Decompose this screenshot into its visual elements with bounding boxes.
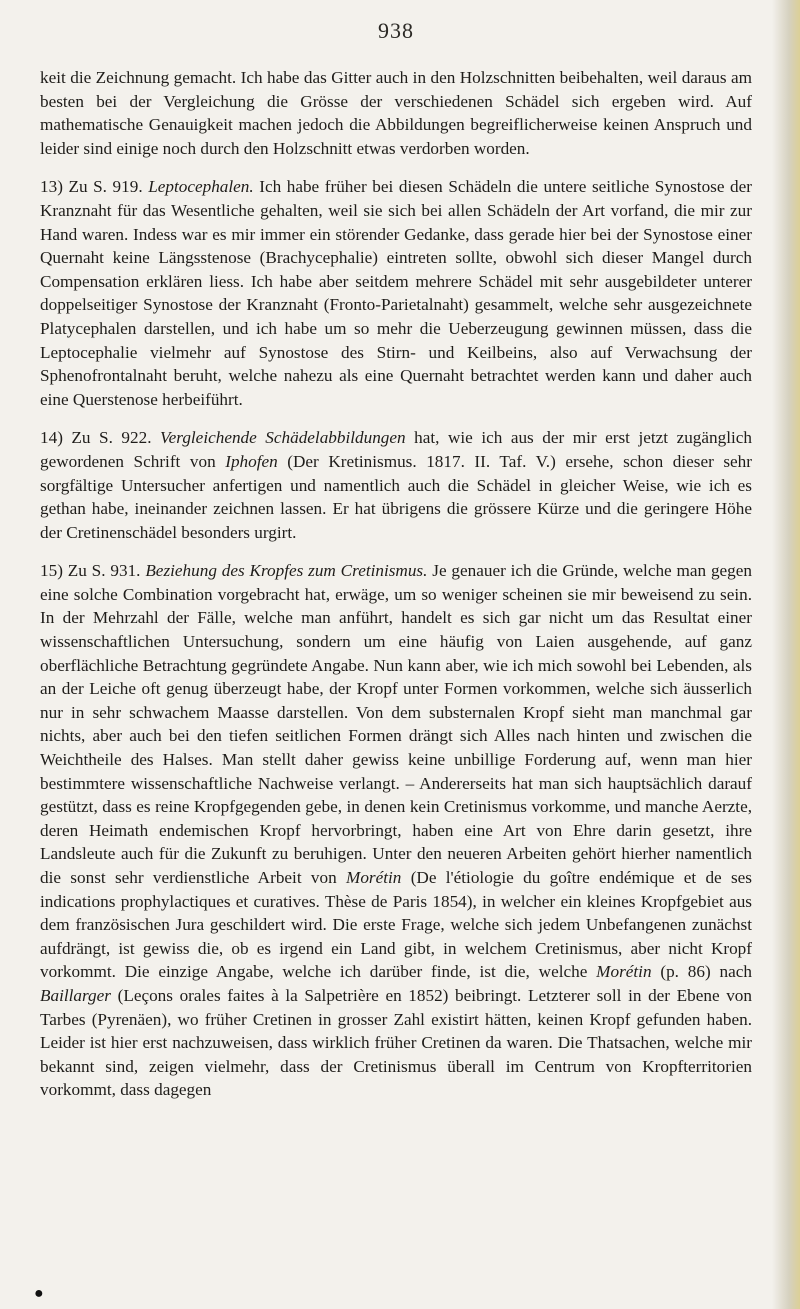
text-body — [40, 66, 752, 1102]
page-number: 938 — [378, 18, 414, 43]
page-edge-shadow — [772, 0, 800, 1309]
text-run: (p. 86) nach — [651, 962, 752, 982]
italic-text: Baillarger — [40, 985, 111, 1005]
text-run: (Leçons orales faites à la Salpetrière en 1852) beibringt. Letzterer soll in der Ebene von Tarbes (Pyrenäen), wo früher Cretinen in grosser Zahl existirt hätten, keinen Kropf gefunden haben. Leider ist hier erst nachzuweisen, dass wirklich früher Cretinen da waren. Die Thatsachen, welche mir bekannt sind, zeigen vielmehr, dass der Cretinismus überall im Centrum von Kropfterritorien vorkommt, dass dagegen — [40, 985, 752, 1100]
paragraph — [40, 559, 752, 1102]
text-run: Je genauer ich die Gründe, welche man gegen eine solche Combination vorgebracht hat, erwäge, um so weniger scheinen sie mir beweisend zu sein. In der Mehrzahl der Fälle, welche man anführt, handelt es sich gar nicht um das Resultat einer wissenschaftlichen Untersuchung, sondern um eine häufig von Laien ausgehende, auf ganz oberflächliche Betrachtung gegründete Angabe. Nun kann aber, wie ich mich sowohl bei Lebenden, als an der Leiche oft genug überzeugt habe, der Kropf unter Formen vorkommen, welche sich äusserlich nur in sehr schwachem Maasse darstellen. Von dem substernalen Kropf sieht man manchmal gar nichts, aber auch bei den tiefen seitlichen Formen drängt sich Alles nach hinten und zwischen die Weichtheile des Halses. Man stellt daher gewiss keine unbillige Forderung auf, wenn man hier bestimmtere wissenschaftliche Nachweise verlangt. – Andererseits hat man sich hauptsächlich darauf gestützt, dass es reine Kropfgegenden gebe, in denen kein Cretinismus vorkomme, und manche Aerzte, deren Heimath endemischen Kropf hervorbringt, haben eine Art von Ehre darin gesetzt, ihre Landsleute auch für die Zukunft zu beruhigen. Unter den neueren Arbeiten gehört hierher namentlich die sonst sehr verdienstliche Arbeit von — [40, 561, 752, 887]
text-run: Ich habe früher bei diesen Schädeln die untere seitliche Synostose der Kranznaht für das Wesentliche gehalten, weil sie sich bei allen Schädeln der Art vorfand, die mir zur Hand waren. Indess war es mir immer ein störender Gedanke, dass gerade hier bei der Synostose einer Quernaht keine Längsstenose (Brachycephalie) eintreten sollte, obwohl sich dieser Mangel durch Compensation erklären liess. Ich habe aber seitdem mehrere Schädel mit sehr ausgebildeter unterer doppelseitiger Synostose der Kranznaht (Fronto-Parietalnaht) gesammelt, welche sehr ausgezeichnete Platycephalen darstellen, und ich habe um so mehr die Ueberzeugung gewinnen müssen, dass die Leptocephalie vielmehr auf Synostose des Stirn- und Keilbeins, also auf Verwachsung der Sphenofrontalnaht beruht, welche nahezu als eine Quernaht betrachtet werden kann und daher auch eine Querstenose herbeiführt. — [40, 177, 752, 409]
text-run: 13) Zu S. 919. — [40, 177, 149, 197]
text-run: (Der Kretinismus. 1817. II. Taf. V.) ersehe, schon dieser sehr sorgfältige Untersucher anfertigen und namentlich auch die Schädel in gleicher Weise, wie ich es gethan habe, ineinander zeichnen lassen. Er hat übrigens die grössere Kürze und die geringere Höhe der Cretinenschädel besonders urgirt. — [40, 451, 752, 542]
paragraph — [40, 426, 752, 544]
text-run: 15) Zu S. 931. — [40, 561, 146, 581]
book-page — [40, 18, 752, 1117]
text-run: keit die Zeichnung gemacht. Ich habe das Gitter auch in den Holzschnitten beibehalten, weil daraus am besten bei der Vergleichung die Grösse der verschiedenen Schädel sich ergeben wird. Auf mathematische Genauigkeit machen jedoch die Abbildungen begreiflicherweise keinen Anspruch und leider sind einige noch durch den Holzschnitt etwas verdorben worden. — [40, 68, 752, 158]
text-run: 14) Zu S. 922. — [40, 428, 161, 448]
italic-text: Iphofen — [225, 451, 278, 471]
text-run: hat, wie ich aus der mir erst jetzt zugänglich gewordenen Schrift von — [40, 428, 752, 471]
italic-text: Morétin — [346, 868, 402, 887]
paragraph — [40, 175, 752, 411]
text-run: (De l'étiologie du goître endémique et de ses indications prophylactiques et curatives. Thèse de Paris 1854), in welcher ein kleines Kropfgebiet aus dem französischen Jura geschildert wird. Die erste Frage, welche sich jedem Unbefangenen zunächst aufdrängt, ist gewiss die, ob es irgend ein Land gibt, in welchem Cretinismus, aber nicht Kropf vorkommt. Die einzige Angabe, welche ich darüber finde, ist die, welche — [40, 868, 752, 982]
italic-text: Beziehung des Kropfes zum Cretinismus. — [145, 561, 428, 581]
italic-text: Morétin — [596, 962, 652, 982]
italic-text: Leptocephalen. — [148, 177, 254, 197]
italic-text: Vergleichende Schädelabbildungen — [160, 428, 406, 448]
paragraph — [40, 66, 752, 160]
bullet-mark-icon: ● — [34, 1285, 44, 1302]
